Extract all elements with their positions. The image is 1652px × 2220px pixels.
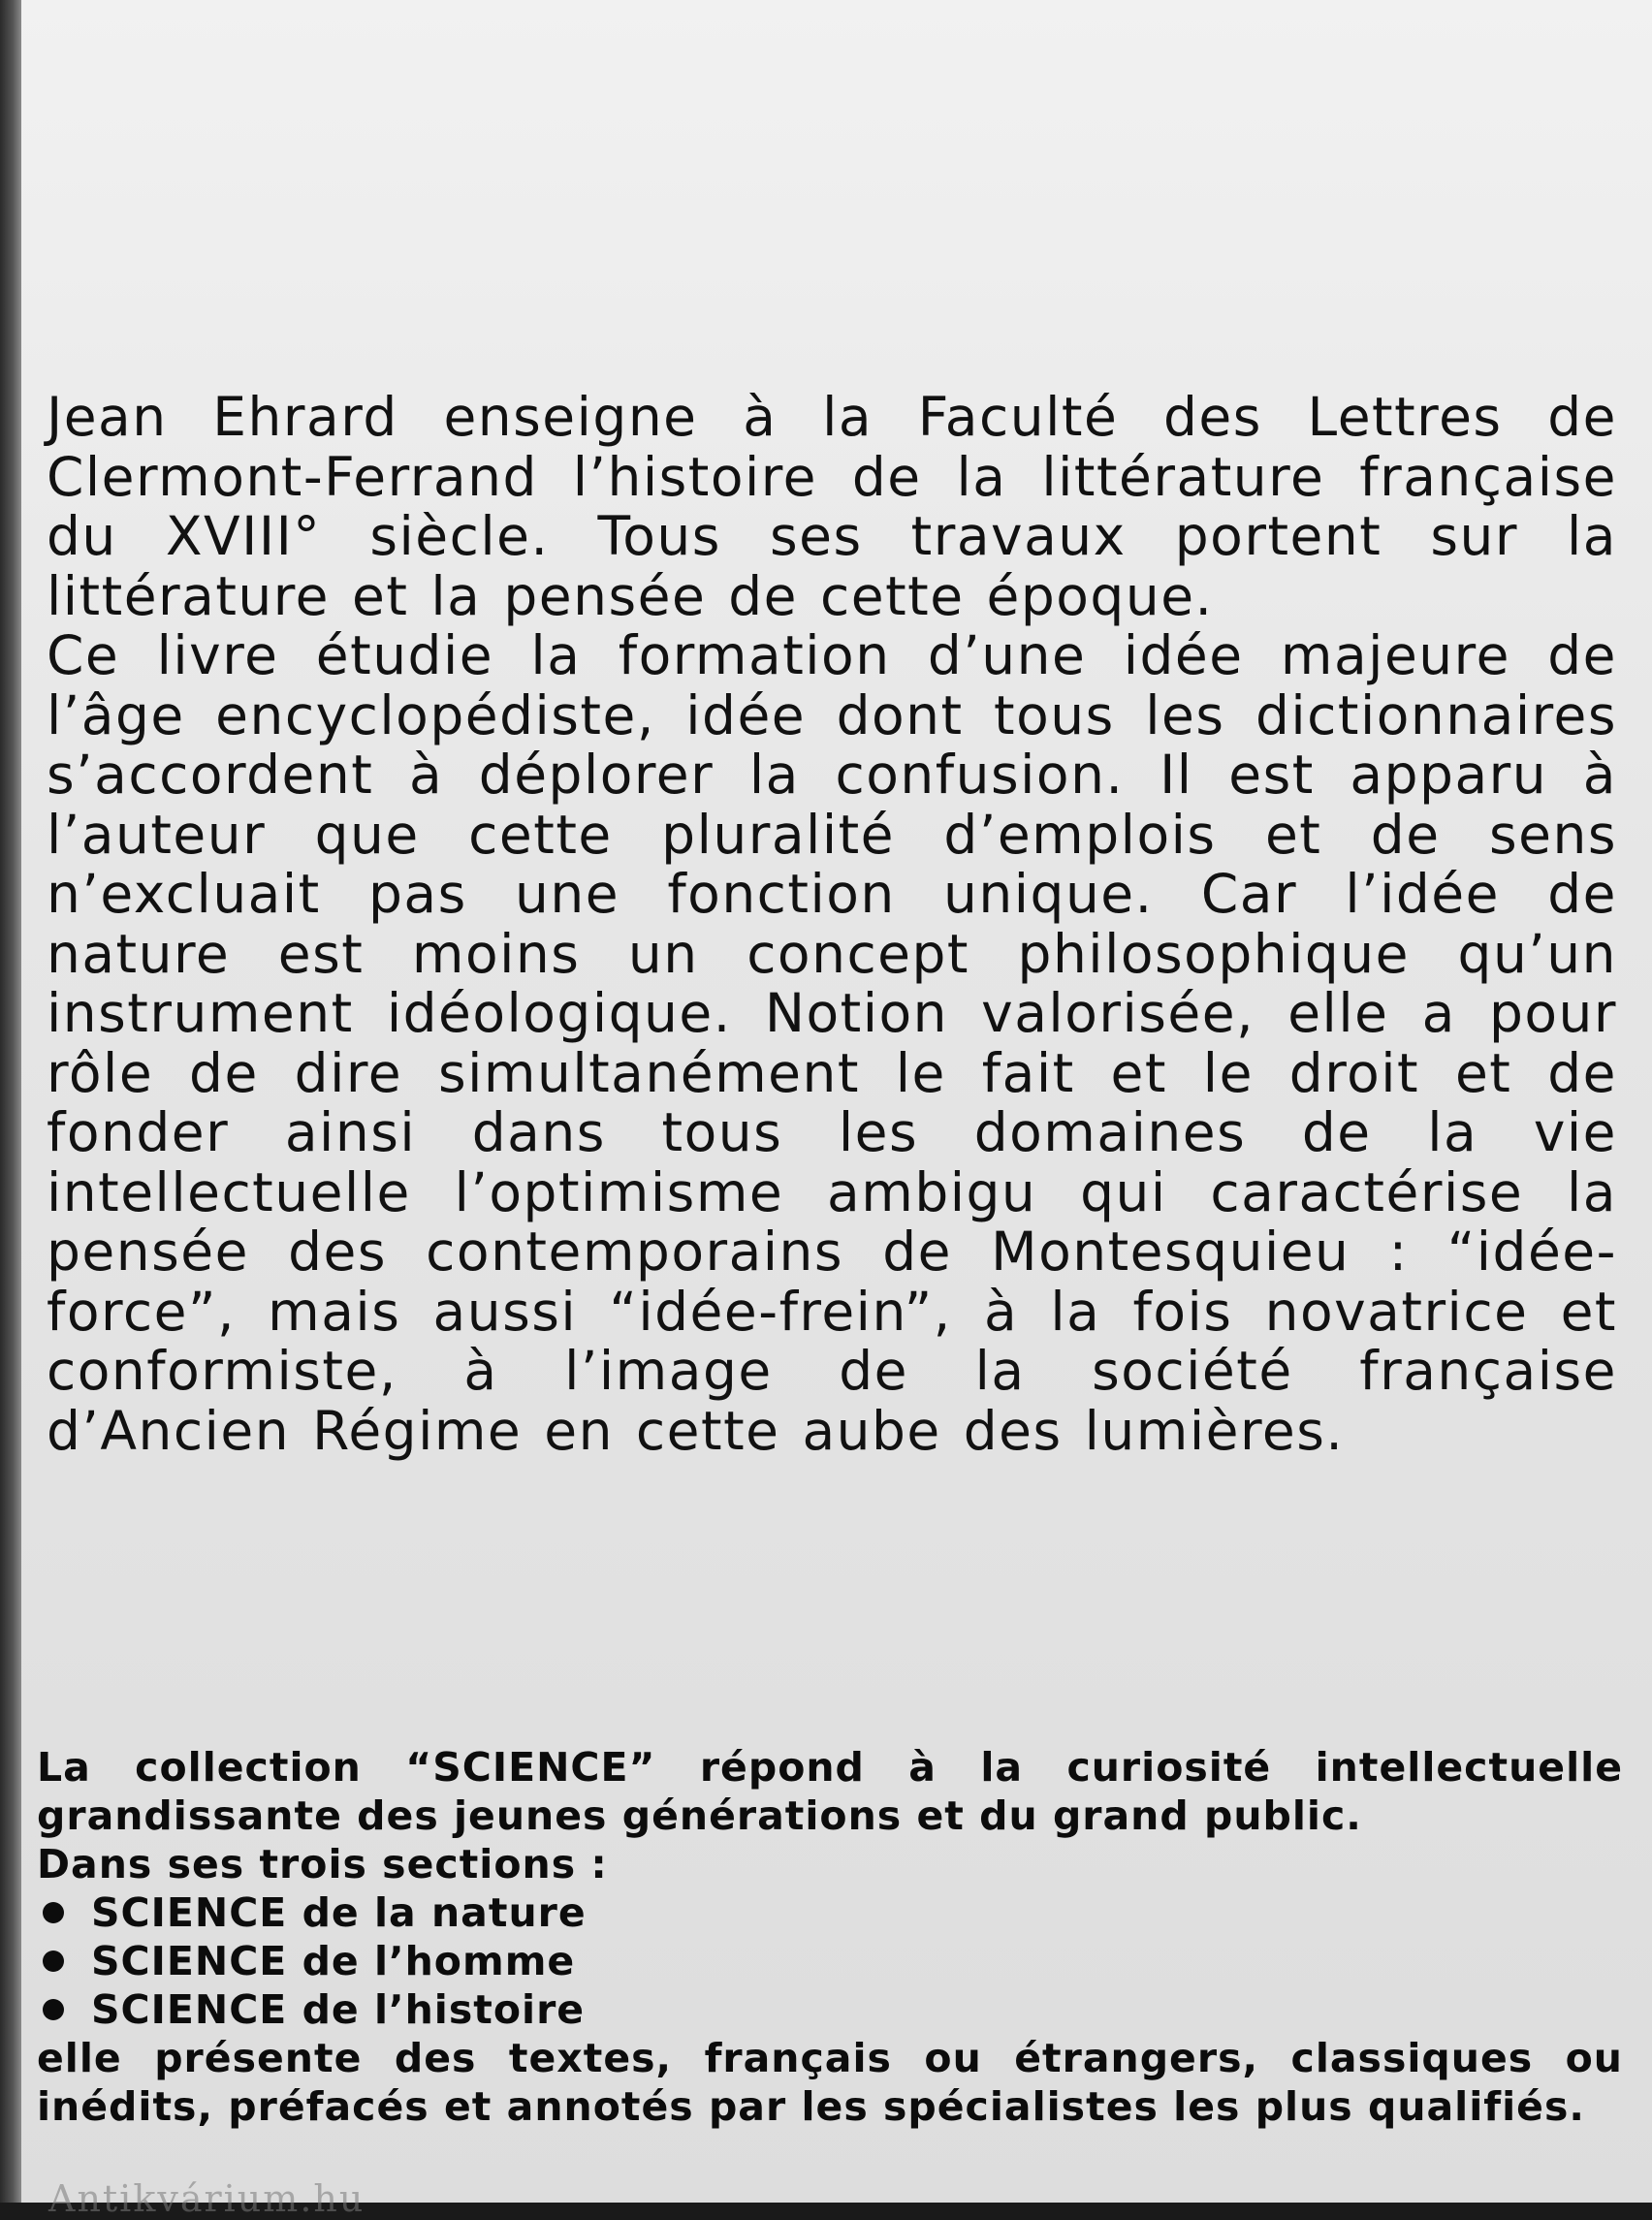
collection-closing: elle présente des textes, français ou étrangers, classiques ou inédits, préfacés et annotés par les spécialistes les plus qualifiés. — [37, 2035, 1623, 2130]
list-item — [37, 1888, 1623, 1937]
sections-list — [37, 1888, 1623, 2034]
list-item — [37, 1985, 1623, 2034]
book-spine-edge — [0, 0, 21, 2203]
watermark: Antikvárium.hu — [48, 2177, 365, 2220]
section-label: SCIENCE de l’histoire — [91, 1986, 586, 2033]
author-bio-paragraph: Jean Ehrard enseigne à la Faculté des Lettres de Clermont-Ferrand l’histoire de la littérature française du XVIII° siècle. Tous ses travaux portent sur la littérature et la pensée de cette époque. — [47, 386, 1617, 627]
sections-heading: Dans ses trois sections : — [37, 1841, 608, 1887]
collection-blurb — [37, 1743, 1623, 2131]
description-text — [47, 388, 1617, 1461]
book-summary-paragraph: Ce livre étudie la formation d’une idée majeure de l’âge encyclopédiste, idée dont tous les dictionnaires s’accordent à déplorer la confusion. Il est apparu à l’auteur que cette pluralité d’emplois et de sens n’excluait pas une fonction unique. Car l’idée de nature est moins un concept philosophique qu’un instrument idéologique. Notion valorisée, elle a pour rôle de dire simultanément le fait et le droit et de fonder ainsi dans tous les domaines de la vie intellectuelle l’optimisme ambigu qui caractérise la pensée des contemporains de Montesquieu : “idée-force”, mais aussi “idée-frein”, à la fois novatrice et conformiste, à l’image de la société française d’Ancien Régime en cette aube des lumières. — [47, 624, 1617, 1462]
list-item — [37, 1937, 1623, 1985]
section-label: SCIENCE de la nature — [91, 1889, 587, 1936]
back-cover-page — [21, 0, 1652, 2220]
collection-intro: La collection “SCIENCE” répond à la curiosité intellectuelle grandissante des jeunes générations et du grand public. — [37, 1744, 1623, 1839]
bullet-icon — [43, 1999, 64, 2020]
section-label: SCIENCE de l’homme — [91, 1938, 576, 1984]
bullet-icon — [43, 1950, 64, 1972]
bullet-icon — [43, 1902, 64, 1923]
